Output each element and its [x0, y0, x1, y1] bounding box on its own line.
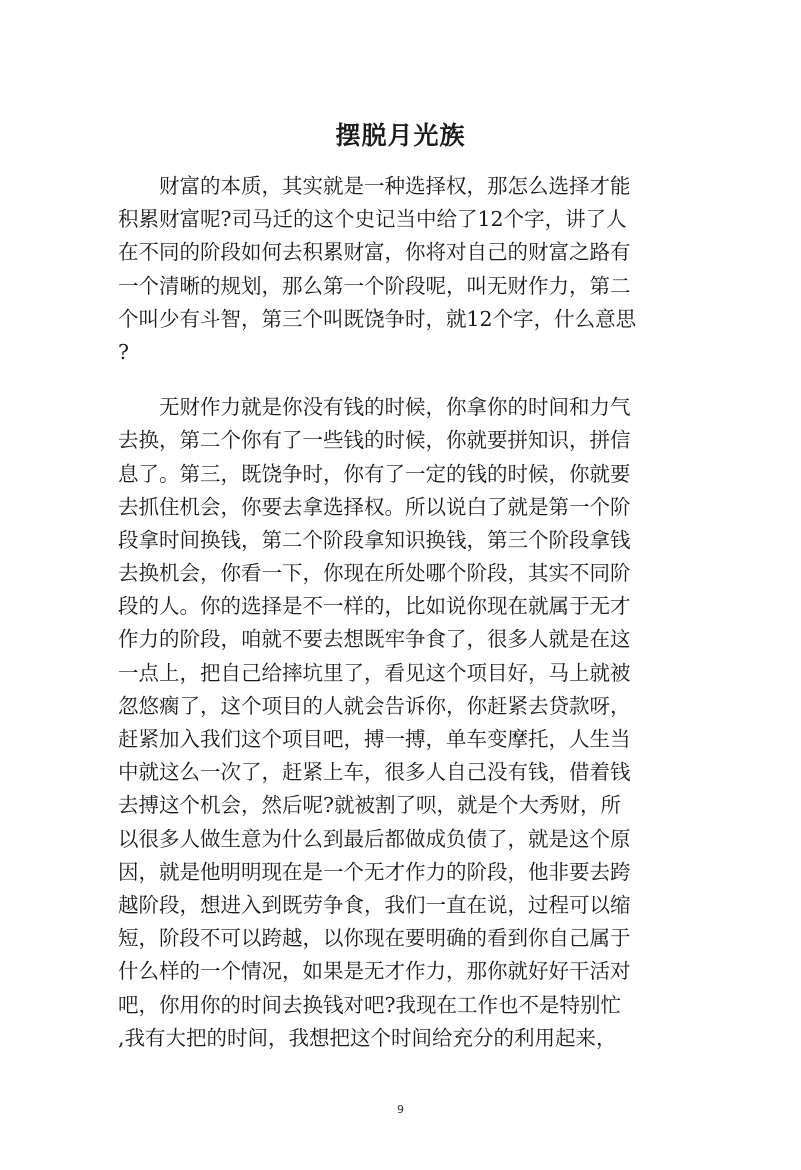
text-line: 息了。第三，既饶争时，你有了一定的钱的时候，你就要 — [118, 461, 631, 486]
document-body — [118, 170, 678, 1055]
text-line: ,我有大把的时间，我想把这个时间给充分的利用起来， — [118, 1025, 617, 1050]
text-line: 以很多人做生意为什么到最后都做成负债了，就是这个原 — [118, 826, 631, 851]
text-line: 一个清晰的规划，那么第一个阶段呢，叫无财作力，第二 — [118, 273, 631, 298]
page-number: 9 — [397, 1103, 404, 1116]
page-title: 摆脱月光族 — [335, 121, 466, 150]
text-line: 财富的本质，其实就是一种选择权，那怎么选择才能 — [118, 174, 631, 198]
text-line: 短，阶段不可以跨越，以你现在要明确的看到你自己属于 — [118, 926, 631, 951]
text-line: 无财作力就是你没有钱的时候，你拿你的时间和力气 — [118, 395, 631, 420]
text-line: 积累财富呢?司马迁的这个史记当中给了12个字，讲了人 — [118, 207, 627, 232]
text-line: 作力的阶段，咱就不要去想既牢争食了，很多人就是在这 — [118, 627, 631, 652]
text-line: 个叫少有斗智，第三个叫既饶争时，就12个字，什么意思 — [118, 306, 637, 331]
paragraph-2 — [118, 391, 678, 1055]
text-line: 吧，你用你的时间去换钱对吧?我现在工作也不是特别忙 — [118, 992, 621, 1017]
text-line: ? — [118, 339, 129, 364]
text-line: 去换，第二个你有了一些钱的时候，你就要拼知识，拼信 — [118, 428, 631, 453]
text-line: 在不同的阶段如何去积累财富，你将对自己的财富之路有 — [118, 240, 631, 265]
text-line: 去搏这个机会，然后呢?就被割了呗，就是个大秀财，所 — [118, 793, 621, 818]
text-line: 段拿时间换钱，第二个阶段拿知识换钱，第三个阶段拿钱 — [118, 527, 631, 552]
text-line: 段的人。你的选择是不一样的，比如说你现在就属于无才 — [118, 594, 631, 619]
paragraph-gap — [118, 369, 678, 391]
text-line: 什么样的一个情况，如果是无才作力，那你就好好干活对 — [118, 959, 631, 984]
text-line: 忽悠瘸了，这个项目的人就会告诉你，你赶紧去贷款呀， — [118, 693, 631, 718]
text-line: 越阶段，想进入到既劳争食，我们一直在说，过程可以缩 — [118, 892, 631, 917]
text-line: 去换机会，你看一下，你现在所处哪个阶段，其实不同阶 — [118, 561, 631, 586]
text-line: 一点上，把自己给摔坑里了，看见这个项目好，马上就被 — [118, 660, 631, 685]
text-line: 因，就是他明明现在是一个无才作力的阶段，他非要去跨 — [118, 859, 631, 884]
text-line: 去抓住机会，你要去拿选择权。所以说白了就是第一个阶 — [118, 494, 631, 519]
paragraph-1 — [118, 170, 678, 369]
text-line: 中就这么一次了，赶紧上车，很多人自己没有钱，借着钱 — [118, 760, 631, 785]
text-line: 赶紧加入我们这个项目吧，搏一搏，单车变摩托，人生当 — [118, 727, 631, 751]
